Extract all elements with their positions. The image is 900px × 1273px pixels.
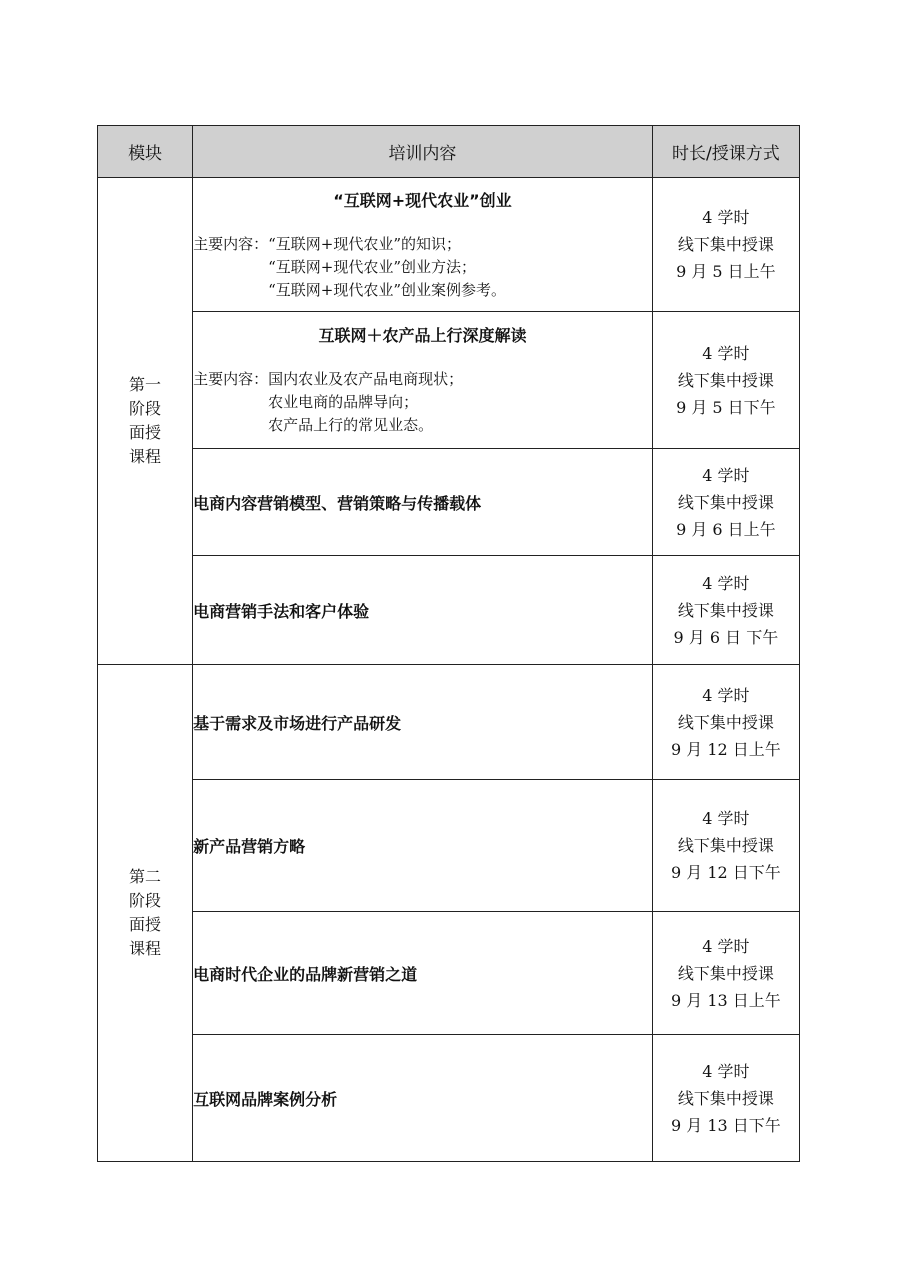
table-row: [98, 449, 800, 556]
content-topic: 新产品营销方略: [193, 837, 306, 856]
table-row: [98, 665, 800, 780]
content-cell: [193, 312, 653, 449]
main-content-label: 主要内容：: [193, 234, 269, 253]
content-topic: 基于需求及市场进行产品研发: [193, 713, 402, 733]
table-row: [98, 780, 800, 912]
date-text: 9 月 5 日下午: [676, 397, 776, 417]
content-cell: [193, 449, 653, 556]
mode-text: 线下集中授课: [677, 836, 774, 855]
timing-cell: [652, 665, 799, 780]
table-row: [98, 178, 800, 312]
date-text: 9 月 13 日下午: [670, 1115, 781, 1135]
timing-cell: [652, 449, 799, 556]
hours-text: 4 学时: [702, 465, 750, 485]
date-text: 9 月 12 日下午: [670, 863, 781, 882]
module-line: 课程: [129, 939, 162, 958]
date-text: 9 月 13 日上午: [670, 990, 781, 1010]
header-content: 培训内容: [193, 126, 653, 178]
hours-text: 4 学时: [702, 573, 750, 593]
content-cell: [193, 1035, 653, 1162]
mode-text: 线下集中授课: [677, 370, 774, 390]
date-text: 9 月 5 日上午: [676, 262, 776, 281]
mode-text: 线下集中授课: [677, 1088, 774, 1108]
content-title: “互联网+现代农业”创业: [333, 190, 512, 210]
date-text: 9 月 6 日上午: [676, 519, 776, 539]
table-row: [98, 1035, 800, 1162]
module-line: 第二: [129, 867, 162, 886]
module-cell-stage-2: [98, 665, 193, 1162]
timing-cell: [652, 556, 799, 665]
hours-text: 4 学时: [702, 343, 750, 363]
main-content-label: 主要内容：: [193, 370, 269, 388]
hours-text: 4 学时: [702, 685, 750, 705]
main-content: [193, 368, 652, 437]
training-schedule-table: [97, 125, 800, 1162]
content-cell: [193, 556, 653, 665]
content-title: 互联网＋农产品上行深度解读: [318, 326, 527, 345]
module-cell-stage-1: [98, 178, 193, 665]
table-row: [98, 312, 800, 449]
main-content-item: “互联网+现代农业”创业案例参考。: [268, 280, 507, 299]
content-cell: [193, 780, 653, 912]
module-line: 面授: [129, 423, 162, 442]
table-row: [98, 556, 800, 665]
main-content-item: 农业电商的品牌导向；: [268, 393, 419, 411]
header-module: 模块: [98, 126, 193, 178]
table-row: [98, 912, 800, 1035]
date-text: 9 月 12 日上午: [670, 739, 781, 759]
timing-cell: [652, 780, 799, 912]
date-text: 9 月 6 日 下午: [673, 627, 779, 647]
module-line: 阶段: [129, 399, 162, 418]
content-topic: 电商营销手法和客户体验: [193, 601, 370, 621]
content-topic: 电商时代企业的品牌新营销之道: [193, 964, 418, 984]
module-line: 阶段: [129, 891, 162, 910]
hours-text: 4 学时: [702, 1061, 750, 1081]
content-cell: [193, 912, 653, 1035]
mode-text: 线下集中授课: [677, 712, 774, 732]
main-content-item: “互联网+现代农业”的知识；: [268, 234, 462, 253]
timing-cell: [652, 178, 799, 312]
hours-text: 4 学时: [702, 809, 750, 828]
content-cell: [193, 665, 653, 780]
main-content: [193, 233, 652, 302]
timing-cell: [652, 912, 799, 1035]
mode-text: 线下集中授课: [677, 235, 774, 254]
mode-text: 线下集中授课: [677, 600, 774, 620]
header-duration: 时长/授课方式: [652, 126, 799, 178]
module-line: 第一: [129, 375, 162, 394]
timing-cell: [652, 1035, 799, 1162]
timing-cell: [652, 312, 799, 449]
header-row: [98, 126, 800, 178]
main-content-item: 国内农业及农产品电商现状；: [268, 370, 464, 388]
hours-text: 4 学时: [702, 208, 750, 227]
mode-text: 线下集中授课: [677, 492, 774, 512]
hours-text: 4 学时: [702, 936, 750, 956]
content-cell: [193, 178, 653, 312]
module-line: 课程: [129, 447, 162, 466]
main-content-item: “互联网+现代农业”创业方法；: [268, 257, 477, 276]
content-topic: 互联网品牌案例分析: [193, 1089, 338, 1109]
mode-text: 线下集中授课: [677, 963, 774, 983]
main-content-item: 农产品上行的常见业态。: [268, 416, 434, 434]
content-topic: 电商内容营销模型、营销策略与传播载体: [193, 493, 482, 513]
module-line: 面授: [129, 915, 162, 934]
